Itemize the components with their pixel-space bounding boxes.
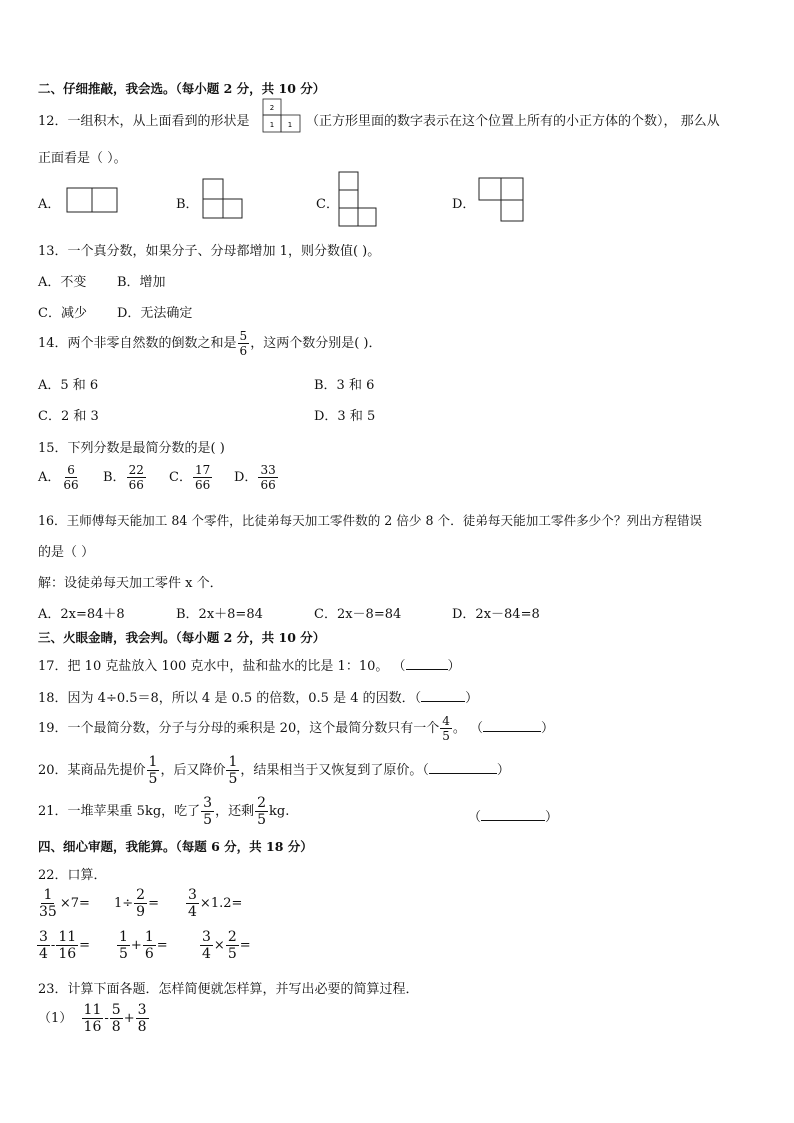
q14-fraction: $\frac{5}{6}$ — [239, 329, 248, 358]
q12-option-b-label: B． — [176, 197, 199, 212]
q15-option-d: D． $\frac{33}{66}$ — [234, 463, 276, 492]
section-4-header: 四、细心审题，我能算。（每题 6 分，共 18 分） — [38, 839, 313, 854]
q16-option-c: C．2x－8=84 — [314, 607, 402, 622]
q14-stem-post: ，这两个数分别是( )． — [250, 336, 382, 351]
q20-stem: 20．某商品先提价 $\frac{1}{5}$ ，后又降价 $\frac{1}{5}$ ，结果相当于又恢复到了原价。（ ） — [38, 754, 510, 787]
q13-option-a: A．不变 — [38, 275, 87, 290]
q22-expr-5: $\frac{1}{5}$ + $\frac{1}{6}$ = — [119, 929, 168, 962]
q12-option-d-label: D． — [452, 197, 476, 212]
q15-option-c: C． $\frac{17}{66}$ — [169, 463, 211, 492]
q21-answer: （ ） — [468, 810, 559, 825]
q13-option-d: D．无法确定 — [117, 306, 193, 321]
option-d-figure — [478, 177, 526, 223]
section-2-header: 二、仔细推敲，我会选。（每小题 2 分，共 10 分） — [38, 81, 326, 96]
q18-stem: 18．因为 4÷0.5＝8，所以 4 是 0.5 的倍数，0.5 是 4 的因数．（ ） — [38, 691, 479, 706]
option-a-figure — [66, 187, 120, 213]
grid-number-top: 2 — [269, 104, 275, 112]
q21-stem: 21．一堆苹果重 5kg，吃了 $\frac{3}{5}$ ，还剩 $\frac{2}{5}$ kg. — [38, 795, 290, 828]
q14-option-a: A．5 和 6 — [38, 378, 99, 393]
q12-stem-post: （正方形里面的数字表示在这个位置上所有的小正方体的个数）， 那么从 — [306, 114, 720, 129]
q16-option-d: D．2x－84=8 — [452, 607, 540, 622]
q22-expr-3: $\frac{3}{4}$ ×1.2= — [188, 887, 243, 920]
q19-stem: 19．一个最简分数，分子与分母的乘积是 20，这个最简分数只有一个 $\frac{4}{5}$ 。 （ ） — [38, 714, 555, 743]
q15-option-a: A． $\frac{6}{66}$ — [38, 463, 79, 492]
q12-stem-line2: 正面看是（ ）。 — [38, 151, 127, 166]
q12-option-a-label: A． — [38, 197, 61, 212]
q22-expr-1: $\frac{1}{35}$ ×7= — [39, 887, 90, 920]
q19-answer-blank[interactable] — [483, 719, 541, 732]
section-3-header: 三、火眼金睛，我会判。（每小题 2 分，共 10 分） — [38, 630, 326, 645]
q23-part-1: （1） $\frac{11}{16}$ - $\frac{5}{8}$ + $\frac{3}{8}$ — [38, 1002, 147, 1035]
q15-option-b: B． $\frac{22}{66}$ — [103, 463, 144, 492]
q16-option-b: B．2x＋8=84 — [176, 607, 263, 622]
q12-option-c-label: C． — [316, 197, 339, 212]
q16-stem-line1: 16．王师傅每天能加工 84 个零件，比徒弟每天加工零件数的 2 倍少 8 个．徒弟每天能加工零件多少个？列出方程错误 — [38, 513, 703, 528]
q14-option-c: C．2 和 3 — [38, 409, 99, 424]
q14-stem — [38, 330, 381, 357]
option-b-figure — [202, 178, 244, 220]
q14-stem-pre: 14．两个非零自然数的倒数之和是 — [38, 336, 237, 351]
option-c-figure — [338, 171, 378, 227]
q22-expr-6: $\frac{3}{4}$ × $\frac{2}{5}$ = — [202, 929, 251, 962]
grid-number-bottom-left: 1 — [269, 121, 275, 129]
grid-number-bottom-right: 1 — [287, 121, 293, 129]
q16-stem-line2: 的是（ ） — [38, 545, 95, 560]
q22-expr-2: 1÷ $\frac{2}{9}$ = — [114, 887, 159, 920]
q17-stem: 17．把 10 克盐放入 100 克水中，盐和盐水的比是 1：10。 （ ） — [38, 659, 461, 674]
q20-answer-blank[interactable] — [429, 761, 497, 774]
top-view-grid-figure — [262, 98, 302, 134]
q17-answer-blank[interactable] — [406, 657, 448, 670]
q16-solution-line: 解：设徒弟每天加工零件 x 个． — [38, 576, 223, 591]
q12-stem-pre: 12．一组积木，从上面看到的形状是 — [38, 114, 250, 129]
q16-option-a: A．2x=84＋8 — [38, 607, 125, 622]
q23-title: 23．计算下面各题．怎样简便就怎样算，并写出必要的简算过程． — [38, 982, 419, 997]
q22-title: 22．口算． — [38, 868, 107, 883]
q22-expr-4: $\frac{3}{4}$ - $\frac{11}{16}$ = — [39, 929, 91, 962]
q21-answer-blank[interactable] — [481, 808, 545, 821]
q14-option-b: B．3 和 6 — [314, 378, 375, 393]
q13-option-c: C．减少 — [38, 306, 87, 321]
q14-option-d: D．3 和 5 — [314, 409, 376, 424]
q13-option-b: B．增加 — [117, 275, 166, 290]
q18-answer-blank[interactable] — [421, 689, 465, 702]
q13-stem: 13．一个真分数，如果分子、分母都增加 1，则分数值( )。 — [38, 244, 381, 259]
q15-stem: 15．下列分数是最简分数的是( ) — [38, 441, 225, 456]
